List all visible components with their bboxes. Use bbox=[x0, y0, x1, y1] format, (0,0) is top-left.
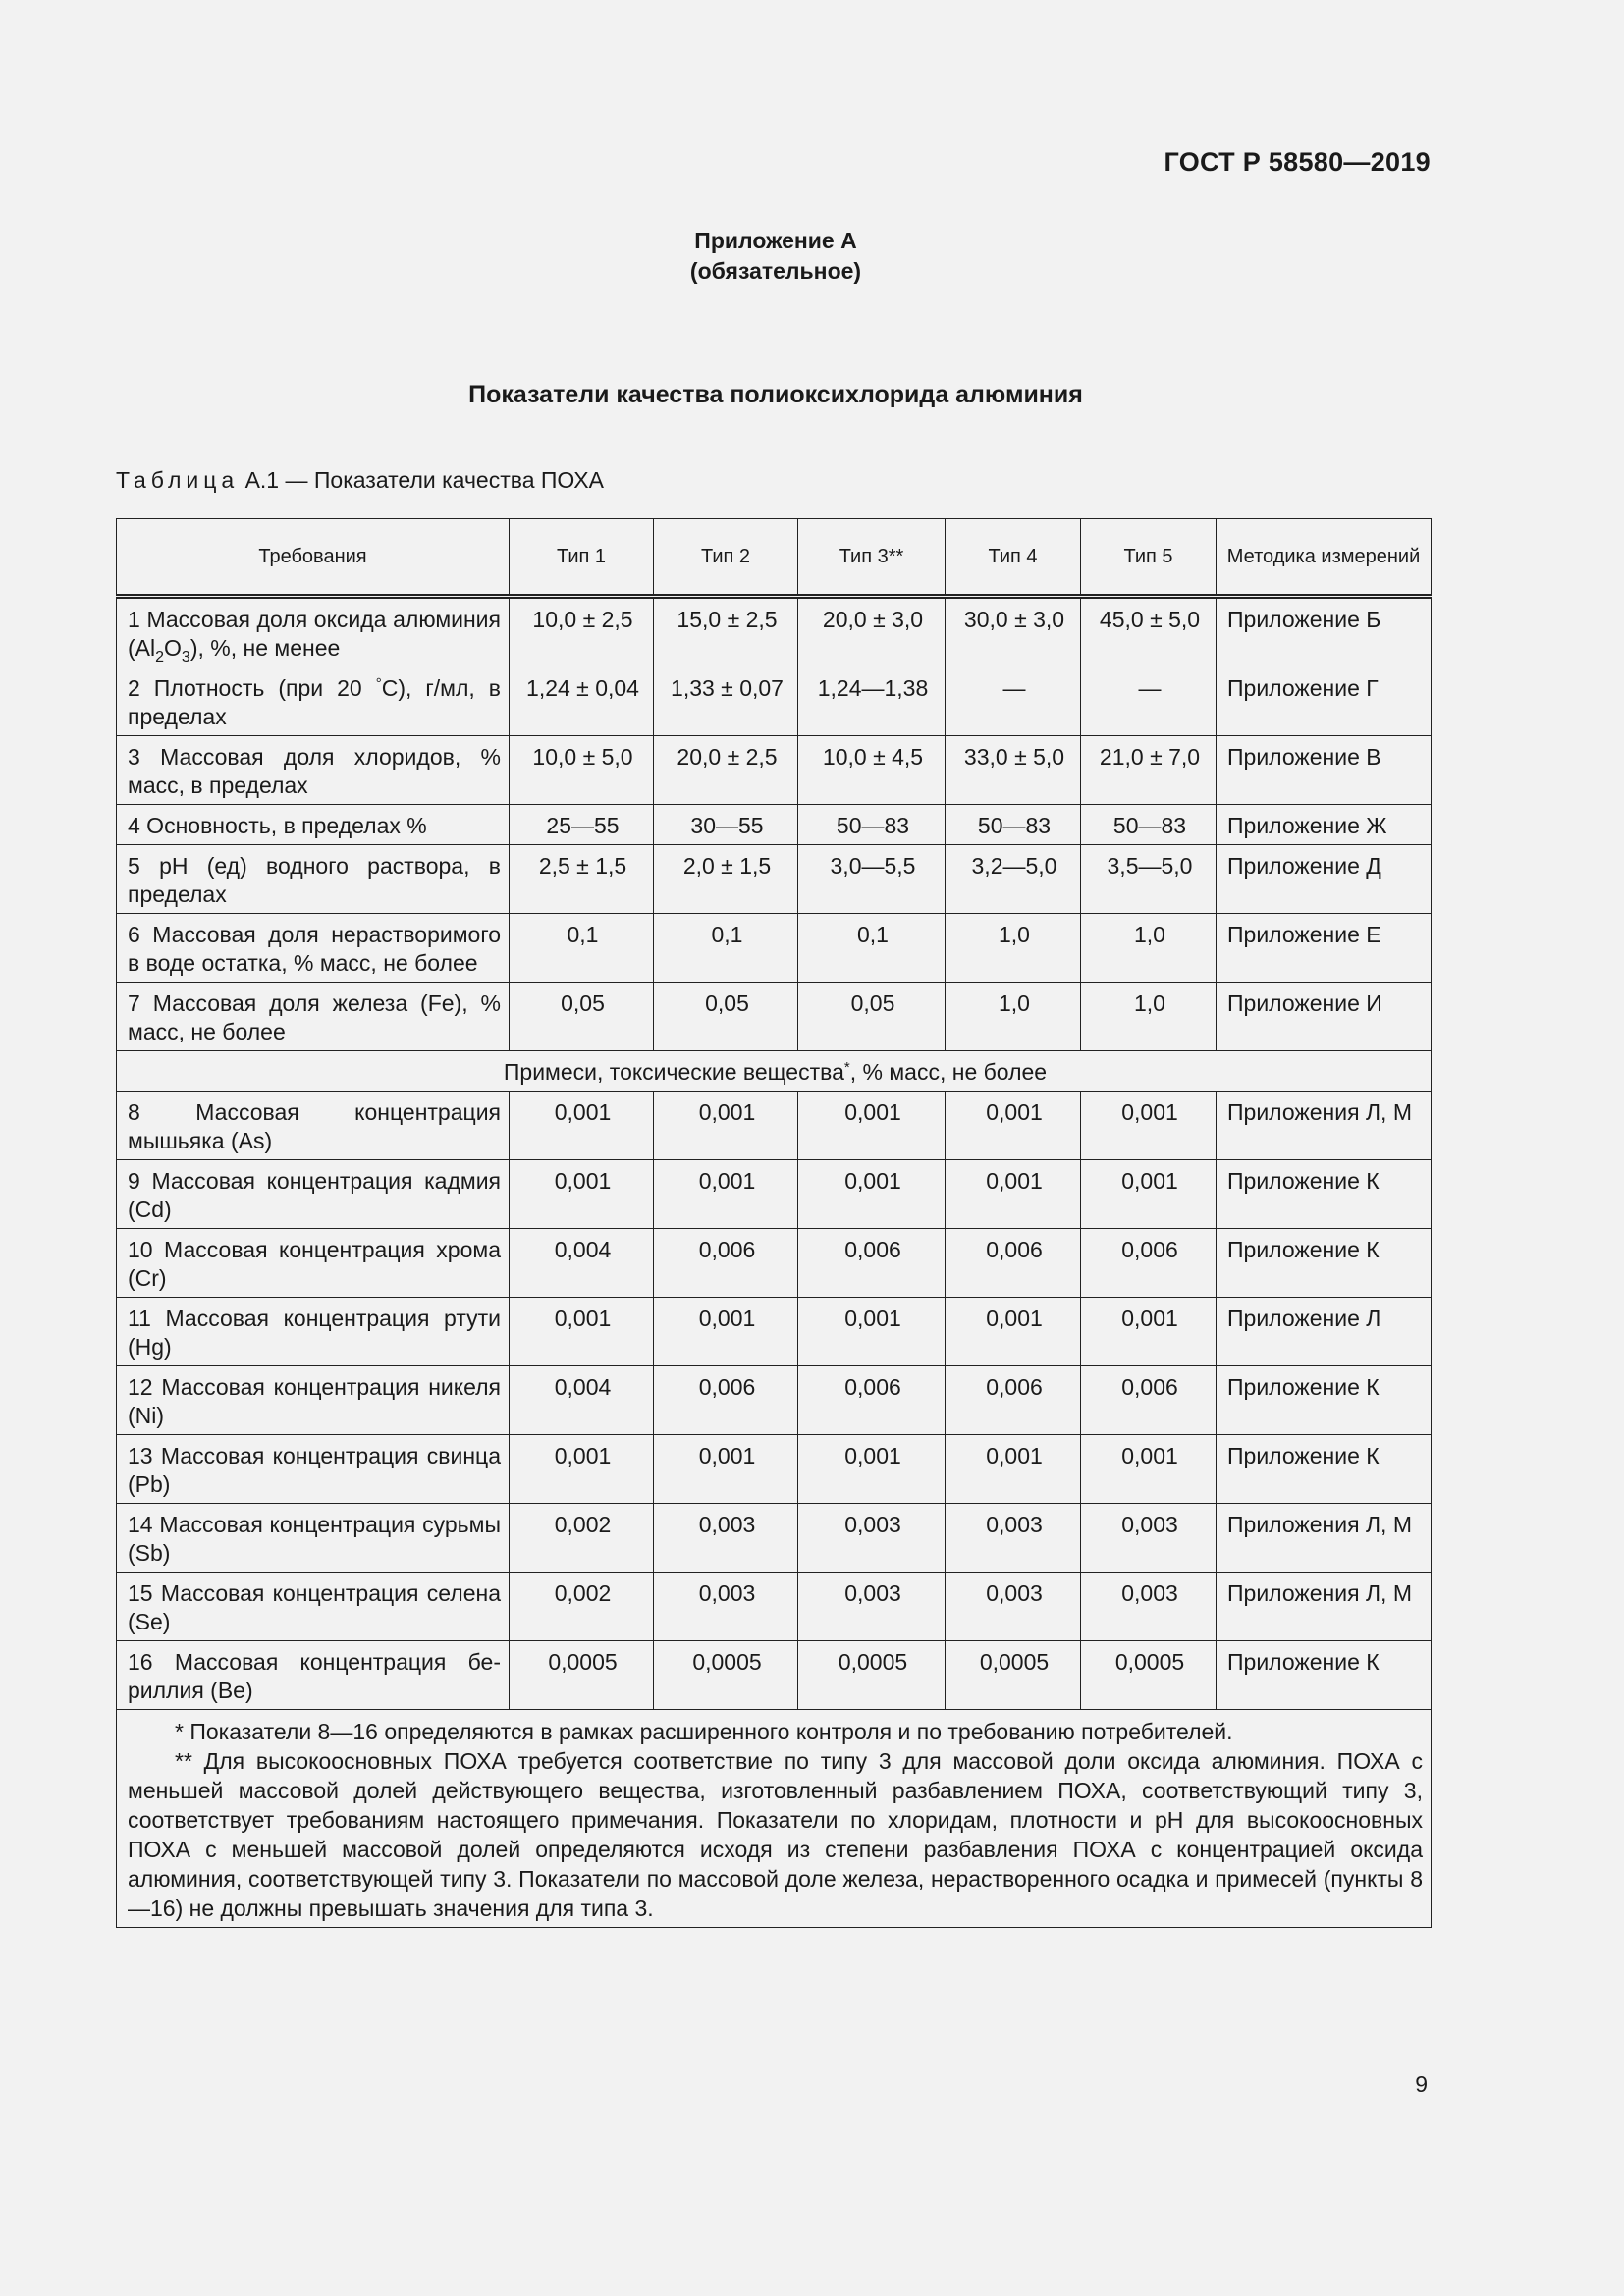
value-cell: 15,0 ± 2,5 bbox=[654, 597, 798, 667]
value-cell: 0,0005 bbox=[946, 1641, 1081, 1710]
superscript: ° bbox=[375, 675, 382, 692]
table-row bbox=[117, 1573, 1432, 1641]
table-notes-row bbox=[117, 1710, 1432, 1928]
value-cell: 0,001 bbox=[946, 1092, 1081, 1160]
table-row bbox=[117, 1366, 1432, 1435]
value-cell: 0,001 bbox=[510, 1092, 654, 1160]
value-cell: 0,001 bbox=[510, 1160, 654, 1229]
value-cell: 0,006 bbox=[798, 1229, 946, 1298]
requirement-cell: 14 Массовая концентрация сурьмы (Sb) bbox=[117, 1504, 510, 1573]
value-cell: 1,0 bbox=[946, 983, 1081, 1051]
requirement-cell: 5 pH (ед) водного раствора, в пределах bbox=[117, 845, 510, 914]
value-cell: 0,05 bbox=[798, 983, 946, 1051]
table-row bbox=[117, 1298, 1432, 1366]
quality-table bbox=[116, 518, 1432, 1928]
value-cell: 50—83 bbox=[798, 805, 946, 845]
value-cell: 0,001 bbox=[946, 1160, 1081, 1229]
value-cell: 0,003 bbox=[946, 1504, 1081, 1573]
requirement-cell: 11 Массовая концентрация ртути (Hg) bbox=[117, 1298, 510, 1366]
value-cell: 0,004 bbox=[510, 1229, 654, 1298]
value-cell: 0,001 bbox=[654, 1092, 798, 1160]
footnote-single-asterisk: * Показатели 8—16 определяются в рамках расширенного контроля и по требованию потребителей. bbox=[175, 1719, 1233, 1744]
requirement-text: ), %, не менее bbox=[189, 635, 341, 661]
footnote-double-asterisk: ** Для высокоосновных ПОХА требуется соответствие по типу 3 для массовой доли оксида алюминия. ПОХА с меньшей массовой долей действующего вещества, изготовленный разбавлением ПОХА, соответствующий типу 3, соответствует требованиям настоящего примечания. Показатели по хлоридам, плотности и pH для высокоосновных ПОХА с меньшей массовой долей определяются исходя из степени разбавления ПОХА с концентрацией оксида алюминия, соответствующей типу 3. Показатели по массовой доле железа, нерастворенного осадка и примесей (пункты 8—16) не должны превышать значения для типа 3. bbox=[128, 1748, 1423, 1921]
page-number: 9 bbox=[1415, 2071, 1428, 2097]
value-cell: 1,0 bbox=[946, 914, 1081, 983]
header-type-3: Тип 3** bbox=[798, 519, 946, 597]
method-cell: Приложение Д bbox=[1217, 845, 1432, 914]
value-cell: 1,24—1,38 bbox=[798, 667, 946, 736]
value-cell: 30,0 ± 3,0 bbox=[946, 597, 1081, 667]
value-cell: 0,004 bbox=[510, 1366, 654, 1435]
value-cell: 0,006 bbox=[798, 1366, 946, 1435]
value-cell: 50—83 bbox=[946, 805, 1081, 845]
value-cell: 0,001 bbox=[946, 1298, 1081, 1366]
method-cell: Приложения Л, М bbox=[1217, 1092, 1432, 1160]
value-cell: 0,003 bbox=[654, 1504, 798, 1573]
value-cell: 0,1 bbox=[798, 914, 946, 983]
appendix-heading bbox=[0, 226, 1551, 287]
value-cell: 0,0005 bbox=[1081, 1641, 1217, 1710]
requirement-cell: 7 Массовая доля железа (Fe), % масс, не более bbox=[117, 983, 510, 1051]
value-cell: 0,006 bbox=[1081, 1366, 1217, 1435]
value-cell: 0,001 bbox=[798, 1160, 946, 1229]
table-row bbox=[117, 983, 1432, 1051]
table-row bbox=[117, 914, 1432, 983]
value-cell: 0,0005 bbox=[510, 1641, 654, 1710]
method-cell: Приложения Л, М bbox=[1217, 1573, 1432, 1641]
table-row bbox=[117, 1160, 1432, 1229]
value-cell: 21,0 ± 7,0 bbox=[1081, 736, 1217, 805]
value-cell: 1,24 ± 0,04 bbox=[510, 667, 654, 736]
value-cell: 0,006 bbox=[946, 1366, 1081, 1435]
value-cell: 0,001 bbox=[798, 1435, 946, 1504]
superscript: * bbox=[843, 1059, 850, 1076]
table-row bbox=[117, 1504, 1432, 1573]
table-row bbox=[117, 845, 1432, 914]
requirement-cell: 15 Массовая концентрация селена (Se) bbox=[117, 1573, 510, 1641]
value-cell: 0,001 bbox=[798, 1092, 946, 1160]
value-cell: 0,003 bbox=[946, 1573, 1081, 1641]
value-cell: 0,006 bbox=[654, 1229, 798, 1298]
value-cell: 45,0 ± 5,0 bbox=[1081, 597, 1217, 667]
requirement-cell bbox=[117, 597, 510, 667]
value-cell: 0,001 bbox=[798, 1298, 946, 1366]
document-code: ГОСТ Р 58580—2019 bbox=[1164, 147, 1431, 177]
value-cell: 1,0 bbox=[1081, 914, 1217, 983]
requirement-cell: 10 Массовая концентрация хрома (Cr) bbox=[117, 1229, 510, 1298]
value-cell: 0,001 bbox=[654, 1298, 798, 1366]
value-cell: 0,001 bbox=[654, 1435, 798, 1504]
method-cell: Приложение К bbox=[1217, 1229, 1432, 1298]
value-cell: 33,0 ± 5,0 bbox=[946, 736, 1081, 805]
method-cell: Приложение Б bbox=[1217, 597, 1432, 667]
value-cell: 0,003 bbox=[798, 1504, 946, 1573]
requirement-cell: 13 Массовая концентрация свинца (Pb) bbox=[117, 1435, 510, 1504]
value-cell: 0,002 bbox=[510, 1573, 654, 1641]
method-cell: Приложение Ж bbox=[1217, 805, 1432, 845]
value-cell: 30—55 bbox=[654, 805, 798, 845]
method-cell: Приложение Л bbox=[1217, 1298, 1432, 1366]
header-requirements: Требования bbox=[117, 519, 510, 597]
value-cell: 25—55 bbox=[510, 805, 654, 845]
section-title: Показатели качества полиоксихлорида алюминия bbox=[468, 381, 1083, 408]
method-cell: Приложение К bbox=[1217, 1366, 1432, 1435]
table-row bbox=[117, 1229, 1432, 1298]
requirement-cell: 16 Массовая концентрация бериллия (Be) bbox=[117, 1641, 510, 1710]
impurities-subheader bbox=[117, 1051, 1432, 1092]
method-cell: Приложение И bbox=[1217, 983, 1432, 1051]
value-cell: 50—83 bbox=[1081, 805, 1217, 845]
header-type-2: Тип 2 bbox=[654, 519, 798, 597]
value-cell: 0,05 bbox=[510, 983, 654, 1051]
value-cell: 0,003 bbox=[1081, 1573, 1217, 1641]
method-cell: Приложение К bbox=[1217, 1160, 1432, 1229]
value-cell: 3,5—5,0 bbox=[1081, 845, 1217, 914]
requirement-text: С), г/мл, в пределах bbox=[128, 675, 501, 729]
value-cell: — bbox=[946, 667, 1081, 736]
table-row bbox=[117, 1092, 1432, 1160]
requirement-cell: 3 Массовая доля хлоридов, % масс, в пределах bbox=[117, 736, 510, 805]
table-row bbox=[117, 597, 1432, 667]
value-cell: 0,002 bbox=[510, 1504, 654, 1573]
value-cell: 0,006 bbox=[654, 1366, 798, 1435]
method-cell: Приложения Л, М bbox=[1217, 1504, 1432, 1573]
requirement-cell: 4 Основность, в пределах % bbox=[117, 805, 510, 845]
requirement-cell: 9 Массовая концентрация кадмия (Cd) bbox=[117, 1160, 510, 1229]
impurities-subheader-row bbox=[117, 1051, 1432, 1092]
value-cell: 0,1 bbox=[510, 914, 654, 983]
value-cell: 0,001 bbox=[1081, 1298, 1217, 1366]
subscript: 2 bbox=[155, 649, 165, 666]
value-cell: 0,003 bbox=[798, 1573, 946, 1641]
header-method: Методика измерений bbox=[1217, 519, 1432, 597]
value-cell: 0,006 bbox=[946, 1229, 1081, 1298]
method-cell: Приложение К bbox=[1217, 1641, 1432, 1710]
table-row bbox=[117, 1641, 1432, 1710]
table-row bbox=[117, 736, 1432, 805]
value-cell: 2,0 ± 1,5 bbox=[654, 845, 798, 914]
value-cell: 10,0 ± 4,5 bbox=[798, 736, 946, 805]
value-cell: 20,0 ± 3,0 bbox=[798, 597, 946, 667]
value-cell: 1,0 bbox=[1081, 983, 1217, 1051]
requirement-text: O bbox=[164, 635, 182, 661]
value-cell: 0,001 bbox=[946, 1435, 1081, 1504]
header-type-1: Тип 1 bbox=[510, 519, 654, 597]
value-cell: 0,001 bbox=[1081, 1092, 1217, 1160]
table-caption-label: Таблица bbox=[116, 467, 240, 493]
appendix-status: (обязательное) bbox=[689, 258, 862, 284]
value-cell: — bbox=[1081, 667, 1217, 736]
table-caption-text: А.1 — Показатели качества ПОХА bbox=[244, 467, 604, 493]
table-header-row bbox=[117, 519, 1432, 597]
value-cell: 0,006 bbox=[1081, 1229, 1217, 1298]
subheader-text: Примеси, токсические вещества bbox=[503, 1059, 844, 1085]
table-row bbox=[117, 1435, 1432, 1504]
method-cell: Приложение В bbox=[1217, 736, 1432, 805]
value-cell: 0,001 bbox=[1081, 1160, 1217, 1229]
value-cell: 0,05 bbox=[654, 983, 798, 1051]
requirement-cell: 12 Массовая концентрация никеля (Ni) bbox=[117, 1366, 510, 1435]
value-cell: 0,001 bbox=[654, 1160, 798, 1229]
value-cell: 0,003 bbox=[1081, 1504, 1217, 1573]
value-cell: 0,001 bbox=[510, 1435, 654, 1504]
value-cell: 3,0—5,5 bbox=[798, 845, 946, 914]
table-caption bbox=[116, 467, 604, 494]
header-type-4: Тип 4 bbox=[946, 519, 1081, 597]
value-cell: 10,0 ± 5,0 bbox=[510, 736, 654, 805]
subscript: 3 bbox=[181, 649, 190, 666]
method-cell: Приложение Г bbox=[1217, 667, 1432, 736]
requirement-text: 2 Плотность (при 20 bbox=[128, 675, 376, 701]
table-row bbox=[117, 805, 1432, 845]
requirement-cell: 8 Массовая концентрация мышьяка (As) bbox=[117, 1092, 510, 1160]
table-notes bbox=[117, 1710, 1432, 1928]
value-cell: 1,33 ± 0,07 bbox=[654, 667, 798, 736]
requirement-text: 1 Массовая доля оксида алюминия (Al bbox=[128, 607, 501, 661]
appendix-title: Приложение А bbox=[694, 228, 857, 253]
value-cell: 0,1 bbox=[654, 914, 798, 983]
header-type-5: Тип 5 bbox=[1081, 519, 1217, 597]
value-cell: 0,001 bbox=[1081, 1435, 1217, 1504]
requirement-cell: 6 Массовая доля нерастворимого в воде остатка, % масс, не более bbox=[117, 914, 510, 983]
value-cell: 0,003 bbox=[654, 1573, 798, 1641]
method-cell: Приложение К bbox=[1217, 1435, 1432, 1504]
value-cell: 0,0005 bbox=[798, 1641, 946, 1710]
requirement-cell bbox=[117, 667, 510, 736]
value-cell: 10,0 ± 2,5 bbox=[510, 597, 654, 667]
value-cell: 2,5 ± 1,5 bbox=[510, 845, 654, 914]
method-cell: Приложение Е bbox=[1217, 914, 1432, 983]
value-cell: 0,0005 bbox=[654, 1641, 798, 1710]
table-row bbox=[117, 667, 1432, 736]
subheader-text: , % масс, не более bbox=[849, 1059, 1048, 1085]
value-cell: 0,001 bbox=[510, 1298, 654, 1366]
value-cell: 20,0 ± 2,5 bbox=[654, 736, 798, 805]
value-cell: 3,2—5,0 bbox=[946, 845, 1081, 914]
